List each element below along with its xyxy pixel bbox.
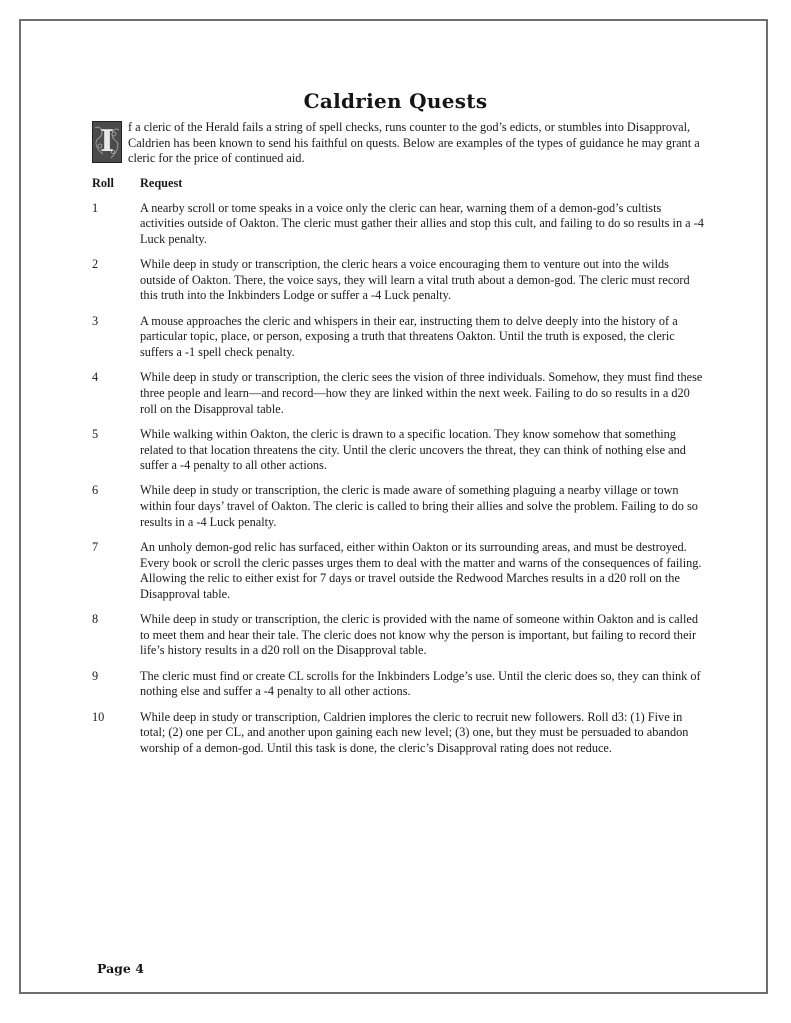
request-cell: While deep in study or transcription, the cleric is provided with the name of someone within Oakton and is called to meet them and hear their tale. The cleric does not know why the person is important, but failing to record their life’s history results in a d20 roll on the Disapproval table.	[140, 612, 698, 658]
request-cell: While deep in study or transcription, the cleric sees the vision of three individuals. Somehow, they must find these three people and learn—and record—how they are linked within the next week. Failing to do so results in a d20 roll on the Disapproval table.	[140, 370, 703, 416]
table-row	[92, 710, 704, 757]
roll-cell: 8	[92, 612, 99, 627]
table-header	[92, 176, 704, 192]
drop-cap-ornament	[92, 121, 122, 163]
request-cell: While deep in study or transcription, Caldrien implores the cleric to recruit new followers. Roll d3: (1) Five in total; (2) one per CL, and another upon gaining each new level; (3) one, but they must be persuaded to abandon worship of a demon-god. Until this task is done, the cleric’s Disapproval rating does not reduce.	[140, 709, 689, 755]
table-row	[92, 540, 704, 602]
roll-cell: 9	[92, 668, 99, 683]
roll-cell: 2	[92, 257, 99, 272]
roll-cell: 4	[92, 370, 99, 385]
table-body	[92, 201, 704, 757]
table-row	[92, 612, 704, 659]
request-cell: A nearby scroll or tome speaks in a voice only the cleric can hear, warning them of a demon-god’s cultists activities outside of Oakton. The cleric must gather their allies and stop this cult, and failing to do so results in a -4 Luck penalty.	[140, 200, 704, 246]
header-roll: Roll	[92, 176, 114, 190]
roll-cell: 3	[92, 313, 99, 328]
roll-cell: 5	[92, 426, 99, 441]
table-row	[92, 257, 704, 304]
roll-cell: 10	[92, 709, 105, 724]
quest-table	[92, 176, 704, 766]
page-number: Page 4	[97, 961, 144, 976]
request-cell: While deep in study or transcription, the cleric is made aware of something plaguing a nearby village or town within four days’ travel of Oakton. The cleric is called to bring their allies and solve the problem. Failing to do so results in a -4 Luck penalty.	[140, 483, 698, 529]
table-row	[92, 201, 704, 248]
table-row	[92, 370, 704, 417]
drop-cap-letter: I	[99, 124, 115, 159]
table-row	[92, 483, 704, 530]
request-cell: A mouse approaches the cleric and whispers in their ear, instructing them to delve deeply into the history of a particular topic, place, or person, exposing a truth that threatens Oakton. Until the truth is exposed, the cleric suffers a -1 spell check penalty.	[140, 313, 678, 359]
request-cell: An unholy demon-god relic has surfaced, either within Oakton or its surrounding areas, and must be destroyed. Every book or scroll the cleric passes urges them to deal with the matter and warns of the consequences of failing. Allowing the relic to either exist for 7 days or travel outside the Redwood Marches results in a d20 roll on the Disapproval table.	[140, 540, 702, 601]
roll-cell: 1	[92, 200, 99, 215]
table-row	[92, 669, 704, 700]
header-request: Request	[140, 176, 183, 190]
request-cell: The cleric must find or create CL scrolls for the Inkbinders Lodge’s use. Until the cleric does so, they can think of nothing else and suffer a -4 penalty to all other actions.	[140, 668, 701, 699]
table-row	[92, 314, 704, 361]
table-row	[92, 427, 704, 474]
roll-cell: 7	[92, 540, 99, 555]
page-title: Caldrien Quests	[303, 89, 488, 113]
intro-paragraph	[92, 120, 704, 167]
request-cell: While walking within Oakton, the cleric is drawn to a specific location. They know somehow that something related to that location threatens the city. Until the cleric uncovers the threat, they can think of nothing else and suffer a -4 penalty to all other actions.	[140, 426, 686, 473]
request-cell: While deep in study or transcription, the cleric hears a voice encouraging them to venture out into the wilds outside of Oakton. There, the voice says, they will learn a vital truth about a demon-god. The cleric must record this truth into the Inkbinders Lodge or suffer a -4 Luck penalty.	[140, 257, 690, 303]
intro-text: f a cleric of the Herald fails a string of spell checks, runs counter to the god’s edicts, or stumbles into Disapproval, Caldrien has been known to send his faithful on quests. Below are examples of the types of guidance he may grant a cleric for the price of continued aid.	[128, 120, 700, 166]
roll-cell: 6	[92, 483, 99, 498]
